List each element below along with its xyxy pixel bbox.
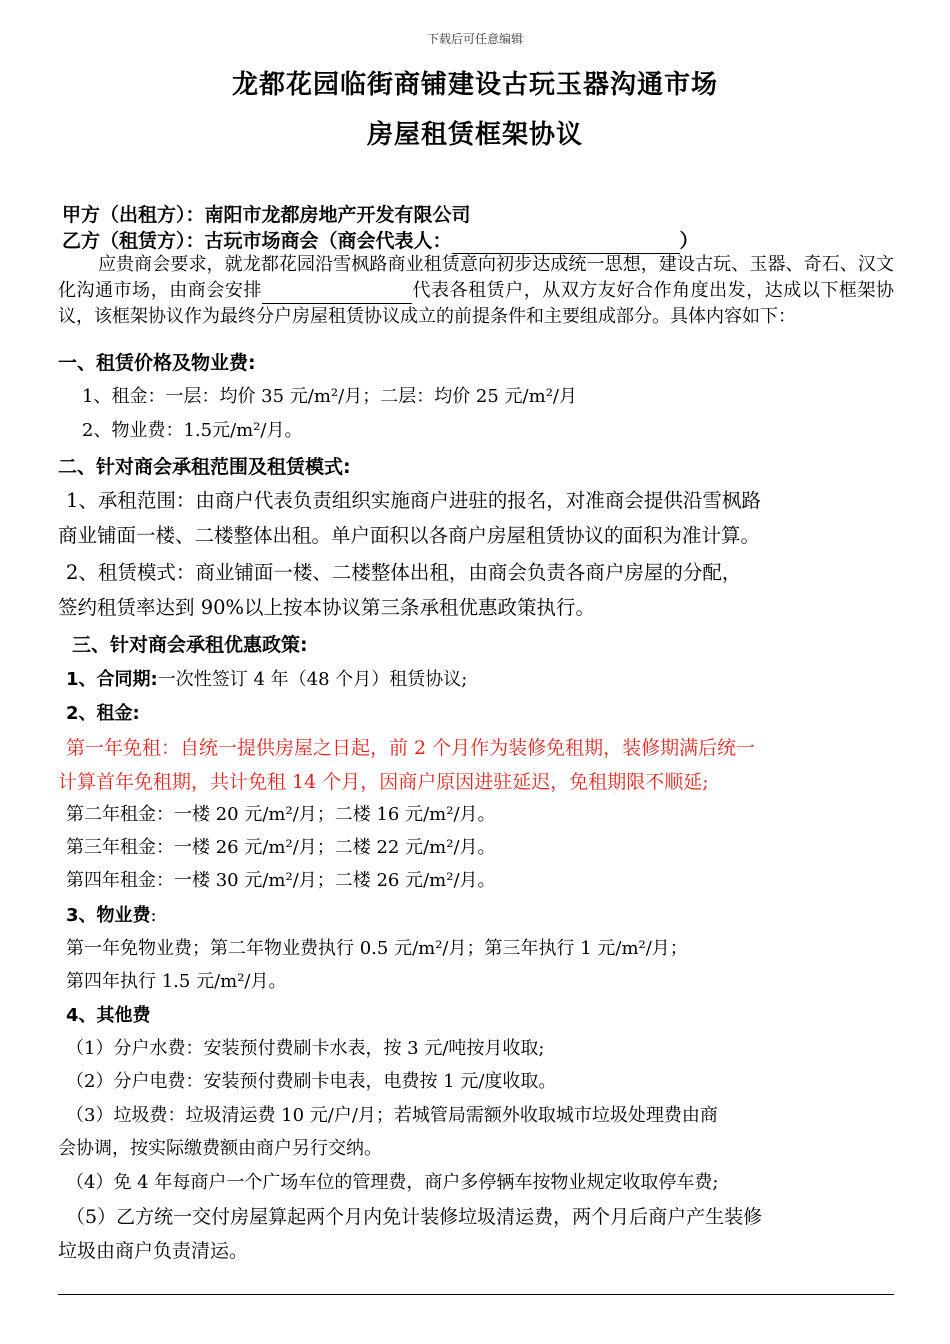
party-b [62, 228, 699, 254]
section-1-heading: 一、租赁价格及物业费: [58, 352, 256, 374]
year-4-rent: 第四年租金：一楼 30 元/m²/月；二楼 26 元/m²/月。 [66, 870, 496, 891]
electricity-fee-line: （2）分户电费：安装预付费刷卡电表，电费按 1 元/度收取。 [66, 1071, 557, 1092]
intro-text-2: 代表各租赁户，从双方友好合作角度出发，达成以下框架协议，该框架协议作为最终分户房屋租赁协议成立的前提条件和主要组成部分。具体内容如下： [58, 280, 895, 327]
renovation-waste-line-1: （5）乙方统一交付房屋算起两个月内免计装修垃圾清运费，两个月后商户产生装修 [66, 1206, 763, 1228]
party-b-close: ） [679, 230, 699, 252]
document-title-line1: 龙都花园临街商铺建设古玩玉器沟通市场 [231, 70, 718, 100]
contract-term-text: 一次性签订 4 年（48 个月）租赁协议; [157, 669, 468, 690]
rent-subheading: 2、租金: [66, 703, 140, 724]
party-b-label: 乙方（租赁方）：古玩市场商会（商会代表人： [62, 230, 452, 252]
contract-term-label: 1、合同期: [66, 669, 158, 690]
footer-divider [58, 1294, 894, 1295]
year-2-rent: 第二年租金：一楼 20 元/m²/月；二楼 16 元/m²/月。 [66, 804, 496, 825]
property-fee-schedule-2: 第四年执行 1.5 元/m²/月。 [66, 971, 287, 992]
property-fee-colon: : [150, 905, 157, 926]
contract-term-line [66, 665, 467, 695]
property-fee-subheading [66, 901, 157, 931]
water-fee-line: （1）分户水费：安装预付费刷卡水表，按 3 元/吨按月收取; [66, 1038, 545, 1059]
header-note: 下载后可任意编辑 [426, 32, 523, 46]
parking-fee-line: （4）免 4 年每商户一个广场车位的管理费，商户多停辆车按物业规定收取停车费; [66, 1172, 719, 1193]
rent-price-line: 1、租金：一层：均价 35 元/m²/月；二层：均价 25 元/m²/月 [82, 386, 577, 407]
renovation-waste-line-2: 垃圾由商户负责清运。 [58, 1240, 249, 1262]
garbage-fee-line-1: （3）垃圾费：垃圾清运费 10 元/户/月；若城管局需额外收取城市垃圾处理费由商 [66, 1105, 718, 1126]
property-fee-label: 3、物业费 [66, 905, 151, 926]
party-a: 甲方（出租方）：南阳市龙都房地产开发有限公司 [62, 204, 471, 226]
section-3-heading: 三、针对商会承租优惠政策: [72, 634, 308, 656]
document-title-line2: 房屋租赁框架协议 [366, 120, 583, 150]
representative-blank [452, 231, 680, 254]
intro-text-1: 应贵商会要求，就龙都花园沿雪枫路商业租赁意向初步达成统一思想，建设古玩、玉器、奇石、汉文化沟通市场，由商会安排 [58, 254, 894, 301]
section-2-heading: 二、针对商会承租范围及租赁模式: [58, 456, 351, 478]
property-fee-schedule-1: 第一年免物业费；第二年物业费执行 0.5 元/m²/月；第三年执行 1 元/m²/月； [66, 938, 688, 959]
property-fee-line: 2、物业费：1.5元/m²/月。 [82, 420, 303, 441]
other-fees-subheading: 4、其他费 [66, 1005, 151, 1026]
mode-line-2: 签约租赁率达到 90%以上按本协议第三条承租优惠政策执行。 [58, 596, 596, 619]
arranger-blank [262, 283, 412, 304]
mode-line-1: 2、租赁模式：商业铺面一楼、二楼整体出租，由商会负责各商户房屋的分配， [66, 561, 742, 584]
scope-line-1: 1、承租范围：由商户代表负责组织实施商户进驻的报名，对准商会提供沿雪枫路 [66, 489, 761, 512]
scope-line-2: 商业铺面一楼、二楼整体出租。单户面积以各商户房屋租赁协议的面积为准计算。 [58, 524, 761, 547]
year-3-rent: 第三年租金：一楼 26 元/m²/月；二楼 22 元/m²/月。 [66, 837, 496, 858]
intro-paragraph [58, 252, 894, 330]
garbage-fee-line-2: 会协调，按实际缴费额由商户另行交纳。 [58, 1138, 382, 1159]
free-rent-line-1: 第一年免租：自统一提供房屋之日起，前 2 个月作为装修免租期，装修期满后统一 [66, 737, 756, 759]
free-rent-line-2: 计算首年免租期，共计免租 14 个月，因商户原因进驻延迟，免租期限不顺延; [58, 771, 709, 793]
